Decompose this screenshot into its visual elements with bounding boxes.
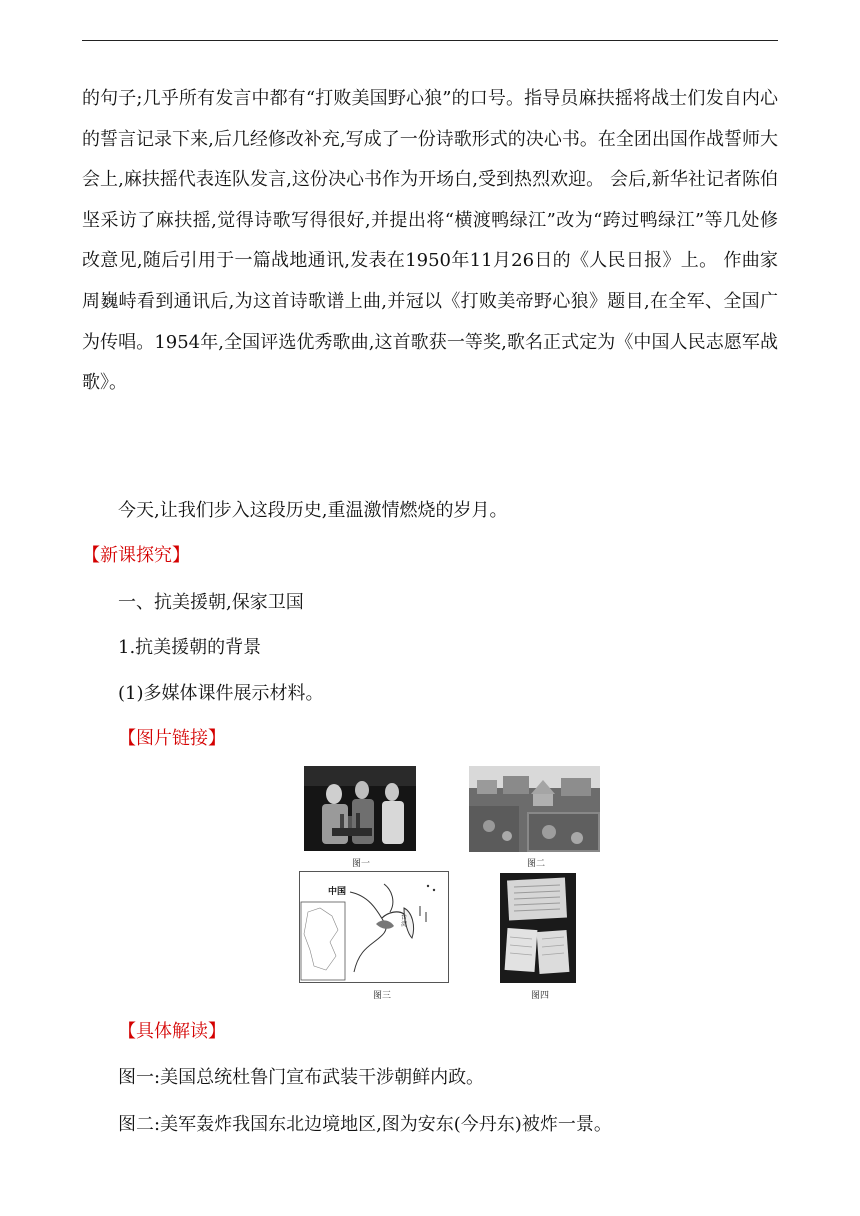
interpretation-figure-2: 图二:美军轰炸我国东北边境地区,图为安东(今丹东)被炸一景。 (118, 1114, 612, 1135)
heading-resist-us-aid-korea: 一、抗美援朝,保家卫国 (118, 592, 304, 613)
section-picture-link: 【图片链接】 (118, 728, 226, 749)
subheading-multimedia: (1)多媒体课件展示材料。 (118, 683, 324, 704)
map-label-taiwan: 台湾 (401, 914, 408, 928)
figure-1-caption: 图一 (352, 859, 371, 869)
interpretation-figure-1: 图一:美国总统杜鲁门宣布武装干涉朝鲜内政。 (118, 1067, 485, 1088)
header-rule (82, 40, 778, 41)
figure-1-photo (304, 766, 416, 851)
figure-composite (298, 765, 600, 1001)
figure-3-map (299, 871, 449, 983)
section-new-lesson: 【新课探究】 (82, 545, 190, 566)
intro-paragraph: 的句子;几乎所有发言中都有“打败美国野心狼”的口号。指导员麻扶摇将战士们发自内心的誓言记录下来,后几经修改补充,写成了一份诗歌形式的决心书。在全团出国作战誓师大会上,麻扶摇代表连队发言,这份决心书作为开场白,受到热烈欢迎。 会后,新华社记者陈伯坚采访了麻扶摇,觉得诗歌写得很好,并提出将“横渡鸭绿江”改为“跨过鸭绿江”等几处修改意见,随后引用于一篇战地通讯,发表在1950年11月26日的《人民日报》上。 作曲家周巍峙看到通讯后,为这首诗歌谱上曲,并冠以《打败美帝野心狼》题目,在全军、全国广为传唱。1954年,全国评选优秀歌曲,这首歌获一等奖,歌名正式定为《中国人民志愿军战歌》。 (82, 88, 778, 394)
figure-3-caption: 图三 (373, 991, 392, 1001)
map-label-china: 中国 (328, 887, 347, 897)
subheading-background: 1.抗美援朝的背景 (118, 637, 262, 658)
figure-2-caption: 图二 (527, 859, 546, 869)
section-interpretation: 【具体解读】 (118, 1021, 226, 1042)
figure-2-photo (469, 766, 600, 852)
figure-4-photo (500, 873, 576, 983)
closing-sentence: 今天,让我们步入这段历史,重温激情燃烧的岁月。 (118, 500, 508, 521)
figure-4-caption: 图四 (531, 991, 550, 1001)
